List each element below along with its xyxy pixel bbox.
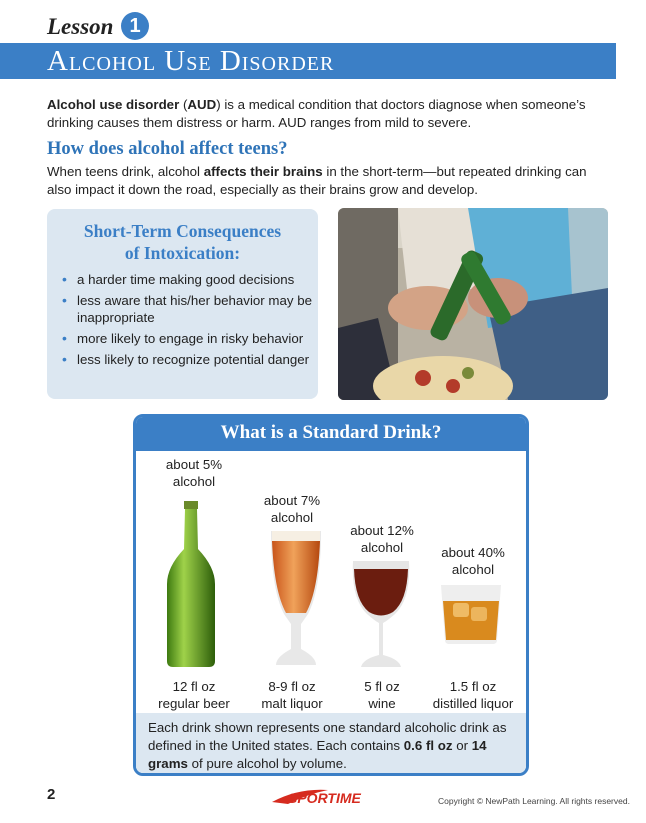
section-text-before: When teens drink, alcohol	[47, 164, 204, 179]
bullet-icon: •	[62, 292, 67, 308]
section-paragraph	[47, 163, 607, 199]
footer-text-after: of pure alcohol by volume.	[187, 756, 347, 771]
svg-text:SPORTIME: SPORTIME	[288, 790, 361, 806]
liquor-size	[418, 678, 528, 712]
intro-rest: ) is a medical condition that doctors diagnose when someone’s drinking causes them distress or harm. AUD ranges from mild to severe.	[47, 97, 586, 130]
list-item-text: more likely to engage in risky behavior	[77, 331, 304, 346]
list-item	[62, 271, 313, 288]
lesson-number-badge: 1	[121, 12, 149, 40]
photo-illustration	[338, 208, 608, 400]
standard-drink-footer-text	[148, 719, 518, 773]
malt-liquor-glass-icon	[268, 529, 324, 671]
liquor-percent-value: about 40%	[441, 545, 505, 560]
lesson-label: Lesson	[47, 14, 114, 39]
beer-percent-value: about 5%	[165, 457, 223, 472]
page-number: 2	[47, 786, 56, 803]
consequences-panel	[47, 209, 318, 399]
page-title: Alcohol Use Disorder	[47, 45, 335, 77]
beer-percent-label: alcohol	[172, 474, 216, 489]
beer-percent	[144, 456, 244, 490]
liquor-percent	[423, 544, 523, 578]
list-item-text: less likely to recognize potential danger	[77, 352, 310, 367]
liquor-name: distilled liquor	[432, 696, 514, 711]
consequences-title-line2: of Intoxication:	[124, 243, 241, 263]
bullet-icon: •	[62, 330, 67, 346]
footer-text-before: Each drink shown represents one standard alcoholic drink as defined in the United states. Each contains	[148, 720, 507, 753]
consequences-list	[62, 271, 313, 372]
copyright-notice: Copyright © NewPath Learning. All rights reserved.	[438, 796, 630, 806]
beer-bottle-icon	[163, 499, 219, 669]
bullet-icon: •	[62, 351, 67, 367]
standard-drink-footer	[136, 713, 526, 776]
list-item	[62, 292, 313, 326]
footer-bold-volume: 0.6 fl oz	[403, 738, 453, 753]
intro-abbr-open: (	[179, 97, 188, 112]
wine-glass-icon	[349, 559, 413, 671]
liquor-amount: 1.5 fl oz	[449, 679, 497, 694]
malt-percent-label: alcohol	[270, 510, 314, 525]
teens-toasting-photo	[338, 208, 608, 400]
malt-percent-value: about 7%	[263, 493, 321, 508]
wine-percent	[332, 522, 432, 556]
sportime-logo	[268, 786, 386, 808]
intro-term: Alcohol use disorder	[47, 97, 180, 112]
list-item	[62, 351, 313, 368]
intro-paragraph	[47, 96, 607, 132]
consequences-title	[47, 220, 318, 264]
liquor-percent-label: alcohol	[451, 562, 495, 577]
list-item	[62, 330, 313, 347]
beer-name: regular beer	[158, 696, 230, 711]
section-bold: affects their brains	[203, 164, 323, 179]
wine-percent-value: about 12%	[350, 523, 414, 538]
footer-text-mid: or	[452, 738, 472, 753]
liquor-glass-icon	[439, 583, 503, 645]
malt-percent	[242, 492, 342, 526]
section-heading: How does alcohol affect teens?	[47, 139, 288, 159]
list-item-text: a harder time making good decisions	[77, 272, 295, 287]
malt-name: malt liquor	[261, 696, 323, 711]
consequences-title-line1: Short-Term Consequences	[83, 221, 282, 241]
beer-size	[139, 678, 249, 712]
malt-amount: 8-9 fl oz	[268, 679, 316, 694]
section-text-after: in the short-term—but repeated drinking can also impact it down the road, especially as their brains grow and develop.	[47, 164, 587, 197]
beer-amount: 12 fl oz	[172, 679, 216, 694]
standard-drink-panel	[133, 414, 529, 776]
wine-amount: 5 fl oz	[364, 679, 400, 694]
standard-drink-title: What is a Standard Drink?	[220, 422, 442, 443]
intro-abbr: AUD	[187, 97, 217, 112]
list-item-text: less aware that his/her behavior may be inappropriate	[77, 293, 313, 325]
bullet-icon: •	[62, 271, 67, 287]
wine-percent-label: alcohol	[360, 540, 404, 555]
footer-bold-grams: 14 grams	[148, 738, 487, 771]
wine-name: wine	[368, 696, 396, 711]
